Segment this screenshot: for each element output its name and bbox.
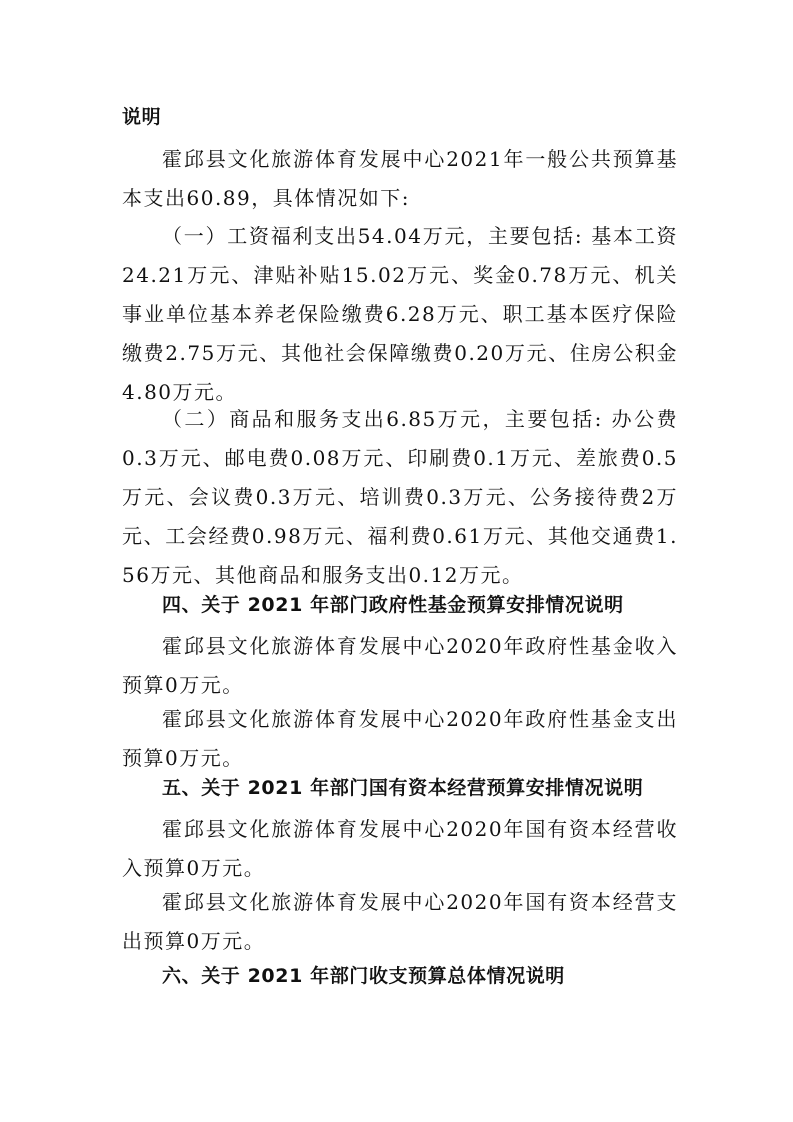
goods-services-paragraph: （二）商品和服务支出6.85万元，主要包括: 办公费0.3万元、邮电费0.08万元、印刷费0.1万元、差旅费0.5万元、会议费0.3万元、培训费0.3万元、公务接待费2万元、工会经费0.98万元、福利费0.61万元、其他交通费1.56万元、其他商品和服务支出0.12万元。	[122, 407, 678, 587]
salary-welfare-block	[122, 217, 678, 412]
section4-expenditure-block	[122, 700, 678, 778]
goods-services-block	[122, 400, 678, 595]
section4-income-paragraph: 霍邱县文化旅游体育发展中心2020年政府性基金收入预算0万元。	[122, 634, 678, 697]
section4-heading: 四、关于 2021 年部门政府性基金预算安排情况说明	[162, 594, 624, 616]
section6-heading: 六、关于 2021 年部门收支预算总体情况说明	[162, 965, 565, 987]
basic-expenditure-intro-block	[122, 140, 678, 218]
section5-heading: 五、关于 2021 年部门国有资本经营预算安排情况说明	[162, 777, 644, 799]
section5-income-block	[122, 810, 678, 888]
intro-heading: 说明	[122, 106, 162, 128]
basic-expenditure-intro: 霍邱县文化旅游体育发展中心2021年一般公共预算基本支出60.89，具体情况如下:	[122, 147, 678, 210]
section5-expenditure-paragraph: 霍邱县文化旅游体育发展中心2020年国有资本经营支出预算0万元。	[122, 890, 678, 953]
section4-income-block	[122, 627, 678, 705]
section5-income-paragraph: 霍邱县文化旅游体育发展中心2020年国有资本经营收入预算0万元。	[122, 817, 678, 880]
salary-welfare-paragraph: （一）工资福利支出54.04万元，主要包括: 基本工资24.21万元、津贴补贴15.02万元、奖金0.78万元、机关事业单位基本养老保险缴费6.28万元、职工基本医疗保险缴费2.75万元、其他社会保障缴费0.20万元、住房公积金4.80万元。	[122, 224, 678, 404]
section5-expenditure-block	[122, 883, 678, 961]
section4-expenditure-paragraph: 霍邱县文化旅游体育发展中心2020年政府性基金支出预算0万元。	[122, 707, 678, 770]
